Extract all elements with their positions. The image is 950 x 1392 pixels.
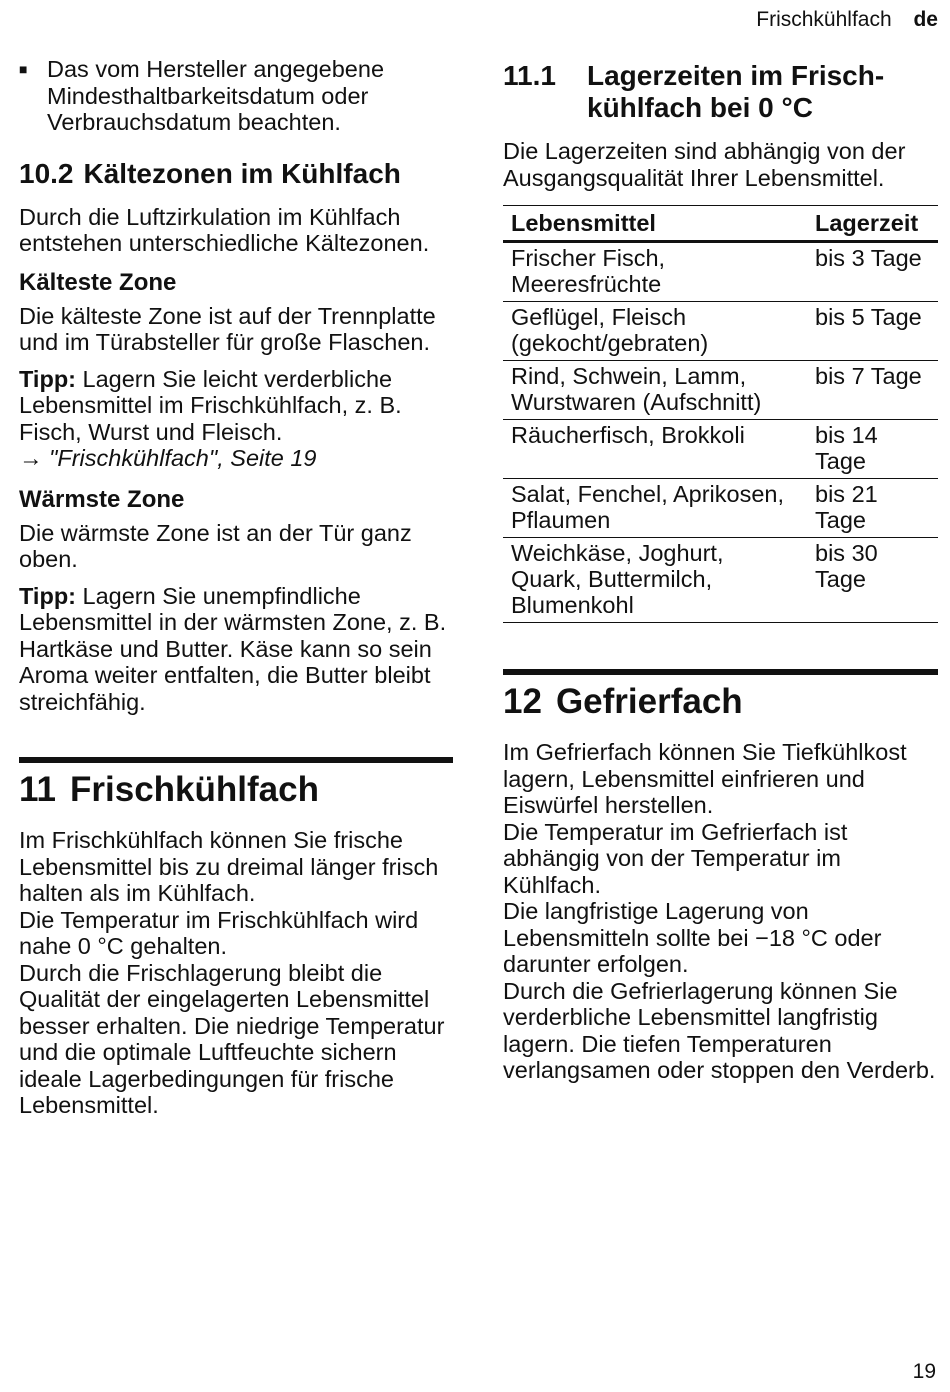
tip-text: Lagern Sie leicht verderbliche Lebensmittel im Frischkühlfach, z. B. Fisch, Wurst und Fleisch.: [19, 365, 402, 445]
chapter-number: 11: [19, 770, 56, 809]
table-row: [503, 361, 938, 420]
chapter-title: Frischkühlfach: [70, 770, 319, 809]
storage-time-cell: bis 30 Tage: [807, 538, 938, 623]
food-cell: Frischer Fisch, Meeresfrüchte: [503, 242, 807, 302]
chapter-11-paragraph-1: Im Frischkühlfach können Sie frische Lebensmittel bis zu dreimal länger frisch halten als im Kühlfach.: [19, 827, 439, 906]
page-number: 19: [912, 1360, 936, 1383]
food-cell: Weichkäse, Joghurt, Quark, Buttermilch, Blumenkohl: [503, 538, 807, 623]
chapter-12-paragraph-4: Durch die Gefrierlagerung können Sie verderbliche Lebensmittel langfristig lagern. Die tiefen Temperaturen verlangsamen oder stoppen den Verderb.: [503, 977, 936, 1083]
chapter-11-heading: [19, 767, 453, 813]
storage-time-cell: bis 21 Tage: [807, 479, 938, 538]
food-cell: Geflügel, Fleisch (gekocht/gebraten): [503, 302, 807, 361]
tip-label: Tipp:: [19, 582, 76, 609]
tip-text: Lagern Sie unempfindliche Lebensmittel in der wärmsten Zone, z. B. Hartkäse und Butter. Käse kann so sein Aroma weiter entfalten, die Butter bleibt streichfähig.: [19, 582, 447, 715]
storage-time-cell: bis 5 Tage: [807, 302, 938, 361]
chapter-title: Gefrierfach: [555, 682, 743, 721]
table-header-row: [503, 206, 938, 242]
cross-reference-text: "Frischkühlfach", Seite 19: [49, 445, 317, 471]
chapter-12-heading: [503, 679, 938, 725]
running-header: [756, 8, 938, 32]
chapter-12-paragraph-2: Die Temperatur im Gefrierfach ist abhängig von der Temperatur im Kühlfach.: [503, 818, 848, 898]
section-number: 10.2: [19, 157, 74, 189]
storage-time-cell: bis 7 Tage: [807, 361, 938, 420]
table-row: [503, 420, 938, 479]
section-11-1-intro: Die Lagerzeiten sind abhängig von der Ausgangsqualität Ihrer Lebensmittel.: [503, 138, 906, 191]
storage-time-cell: bis 3 Tage: [807, 242, 938, 302]
column-header-storage-time: Lagerzeit: [807, 206, 938, 242]
table-row: [503, 242, 938, 302]
right-column: [503, 60, 938, 1084]
table-row: [503, 538, 938, 623]
header-language-code: de: [913, 8, 938, 31]
coldest-zone-tip: [19, 366, 453, 446]
coldest-zone-heading: Kälteste Zone: [19, 268, 177, 296]
header-section-title: Frischkühlfach: [756, 8, 892, 31]
bullet-text: Das vom Hersteller angegebene Mindesthaltbarkeitsdatum oder Verbrauchsdatum beachten.: [47, 56, 385, 135]
warmest-zone-heading: Wärmste Zone: [19, 485, 185, 513]
section-11-1-heading: [503, 60, 938, 124]
square-bullet-icon: ■: [19, 61, 28, 77]
section-title: Kältezonen im Kühlfach: [83, 157, 401, 189]
chapter-number: 12: [503, 682, 542, 721]
chapter-11-paragraph-2: Die Temperatur im Frischkühlfach wird nahe 0 °C gehalten.: [19, 906, 419, 959]
section-title: [587, 60, 884, 124]
chapter-11-paragraph-3: Durch die Frischlagerung bleibt die Qualität der eingelagerten Lebensmittel besser erhalten. Die niedrige Temperatur und die optimale Luftfeuchte sichern ideale Lagerbedingungen für frische Lebensmittel.: [19, 959, 445, 1118]
food-cell: Rind, Schwein, Lamm, Wurstwaren (Aufschnitt): [503, 361, 807, 420]
section-number: 11.1: [503, 60, 556, 91]
warmest-zone-tip: [19, 583, 453, 716]
coldest-zone-text: Die kälteste Zone ist auf der Trennplatte und im Türabsteller für große Flaschen.: [19, 302, 436, 355]
chapter-12: [503, 669, 938, 1084]
table-row: [503, 479, 938, 538]
section-title-line-2: kühlfach bei 0 °C: [587, 92, 813, 123]
section-10-2-heading: [19, 158, 453, 190]
section-10-2-intro: Durch die Luftzirkulation im Kühlfach entstehen unterschiedliche Kältezonen.: [19, 203, 430, 256]
chapter-11: [19, 757, 453, 1119]
tip-label: Tipp:: [19, 365, 76, 392]
food-cell: Räucherfisch, Brokkoli: [503, 420, 807, 479]
storage-time-cell: bis 14 Tage: [807, 420, 938, 479]
left-column: [19, 56, 453, 1119]
storage-times-table: [503, 205, 938, 623]
chapter-12-paragraph-3: Die langfristige Lagerung von Lebensmitteln sollte bei −18 °C oder darunter erfolgen.: [503, 898, 882, 977]
cross-reference-link[interactable]: [19, 445, 453, 472]
bullet-item: [19, 56, 453, 136]
arrow-right-icon: →: [19, 445, 43, 471]
chapter-12-paragraph-1: Im Gefrierfach können Sie Tiefkühlkost lagern, Lebensmittel einfrieren und Eiswürfel herstellen.: [503, 739, 907, 818]
section-title-line-1: Lagerzeiten im Frisch-: [587, 60, 885, 91]
food-cell: Salat, Fenchel, Aprikosen, Pflaumen: [503, 479, 807, 538]
warmest-zone-text: Die wärmste Zone ist an der Tür ganz oben.: [19, 519, 412, 572]
table-row: [503, 302, 938, 361]
column-header-food: Lebensmittel: [503, 206, 807, 242]
